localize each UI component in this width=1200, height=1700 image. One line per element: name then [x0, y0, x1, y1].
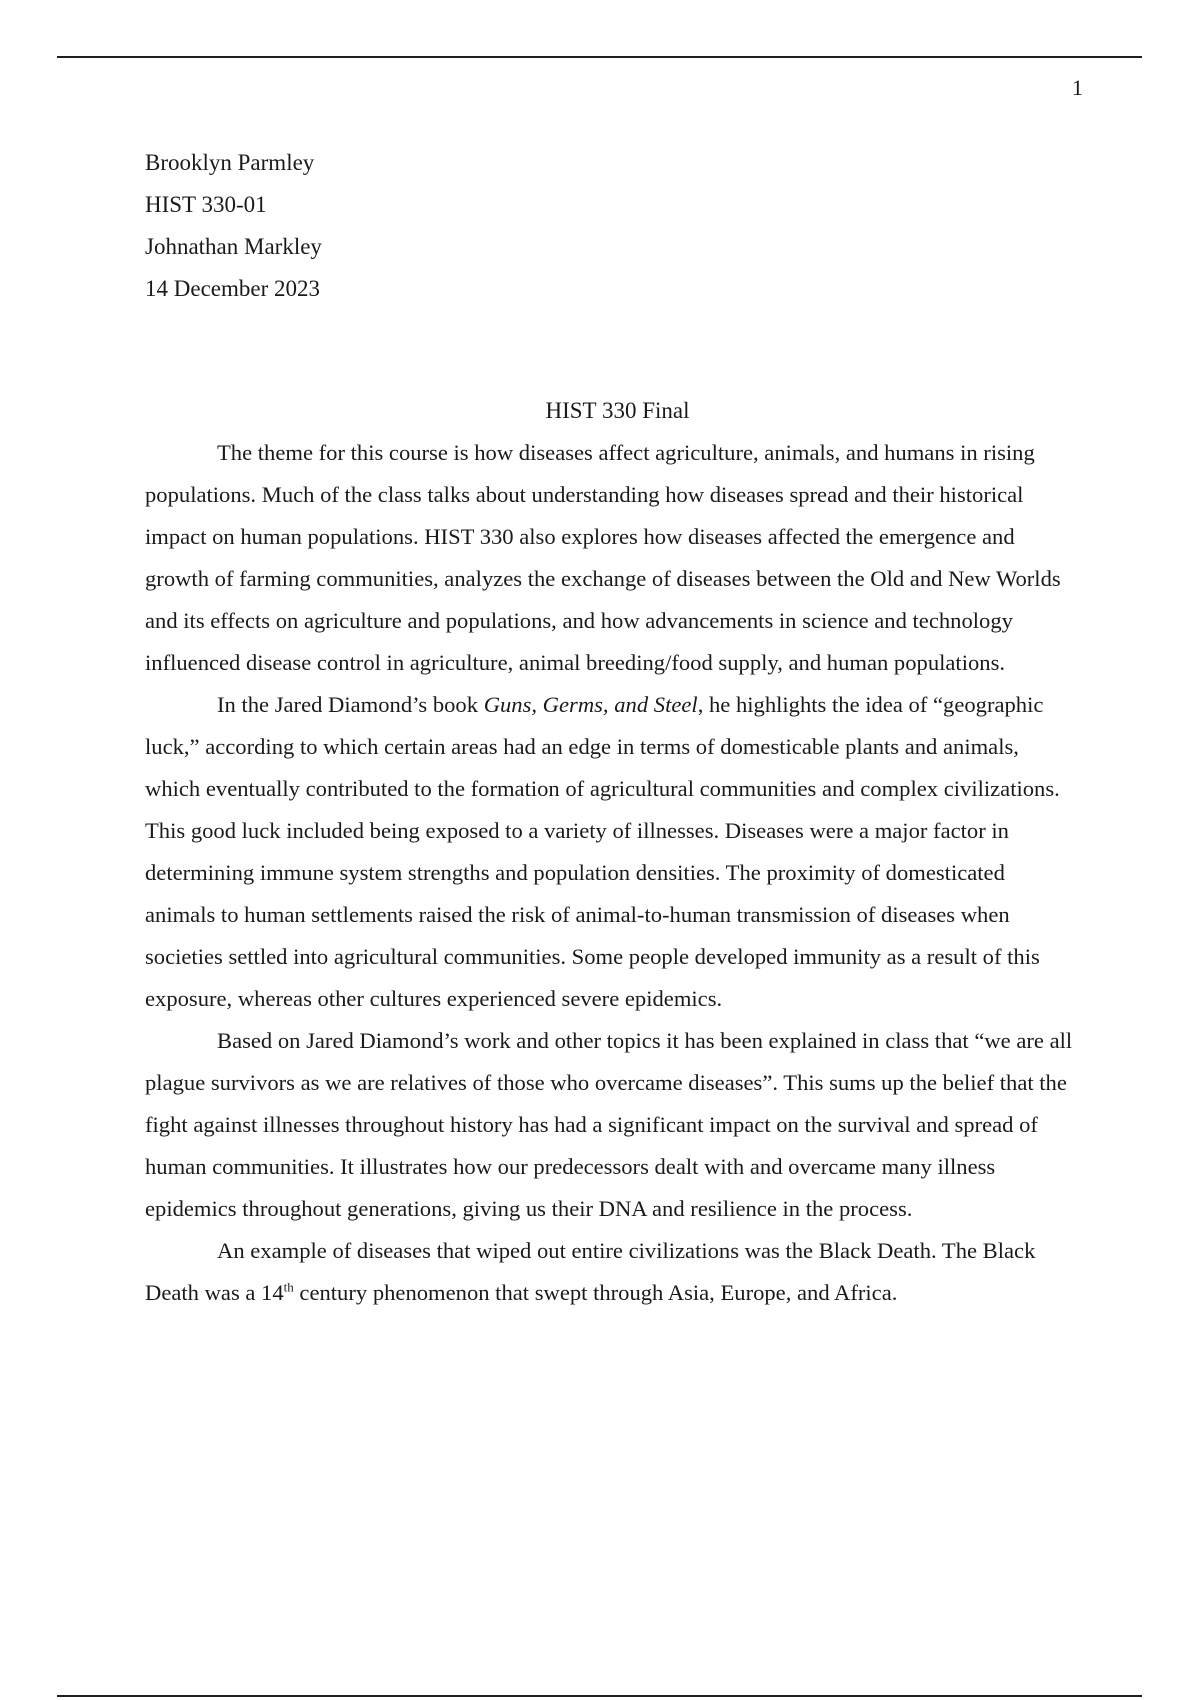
- paragraph-1: The theme for this course is how diseases affect agriculture, animals, and humans in rising populations. Much of the class talks about understanding how diseases spread and their historical impact on human populations. HIST 330 also explores how diseases affected the emergence and growth of farming communities, analyzes the exchange of diseases between the Old and New Worlds and its effects on agriculture and populations, and how advancements in science and technology influenced disease control in agriculture, animal breeding/food supply, and human populations.: [145, 440, 1061, 675]
- instructor-name: Johnathan Markley: [145, 234, 322, 259]
- submission-date: 14 December 2023: [145, 276, 320, 301]
- paragraph-3: Based on Jared Diamond’s work and other topics it has been explained in class that “we are all plague survivors as we are relatives of those who overcame diseases”. This sums up the belief that the fight against illnesses throughout history has had a significant impact on the survival and spread of human communities. It illustrates how our predecessors dealt with and overcame many illness epidemics throughout generations, giving us their DNA and resilience in the process.: [145, 1028, 1073, 1221]
- header-rule: [57, 56, 1142, 58]
- paragraph-2-rest: , he highlights the idea of “geographic luck,” according to which certain areas had an edge in terms of domesticable plants and animals, which eventually contributed to the formation of agricultural communities and complex civilizations. This good luck included being exposed to a variety of illnesses. Diseases were a major factor in determining immune system strengths and population densities. The proximity of domesticated animals to human settlements raised the risk of animal-to-human transmission of diseases when societies settled into agricultural communities. Some people developed immunity as a result of this exposure, whereas other cultures experienced severe epidemics.: [145, 692, 1060, 1011]
- document-title: HIST 330 Final: [545, 398, 690, 423]
- page-number: 1: [1072, 75, 1083, 100]
- paragraph-2-intro: In the Jared Diamond’s book: [217, 692, 484, 717]
- paragraph-4-end: century phenomenon that swept through Asia, Europe, and Africa.: [293, 1280, 898, 1305]
- paragraph-4: [145, 1230, 1075, 1314]
- document-body: [145, 432, 1075, 1314]
- course-code: HIST 330-01: [145, 192, 267, 217]
- footer-rule: [57, 1695, 1142, 1697]
- paragraph-4-start: An example of diseases that wiped out entire civilizations was the Black Death. The Black Death was a 14: [145, 1238, 1036, 1305]
- paragraph-2: [145, 684, 1075, 1020]
- book-title: Guns, Germs, and Steel: [483, 692, 698, 717]
- mla-heading: [145, 142, 645, 310]
- author-name: Brooklyn Parmley: [145, 150, 315, 175]
- ordinal-suffix: th: [283, 1279, 294, 1295]
